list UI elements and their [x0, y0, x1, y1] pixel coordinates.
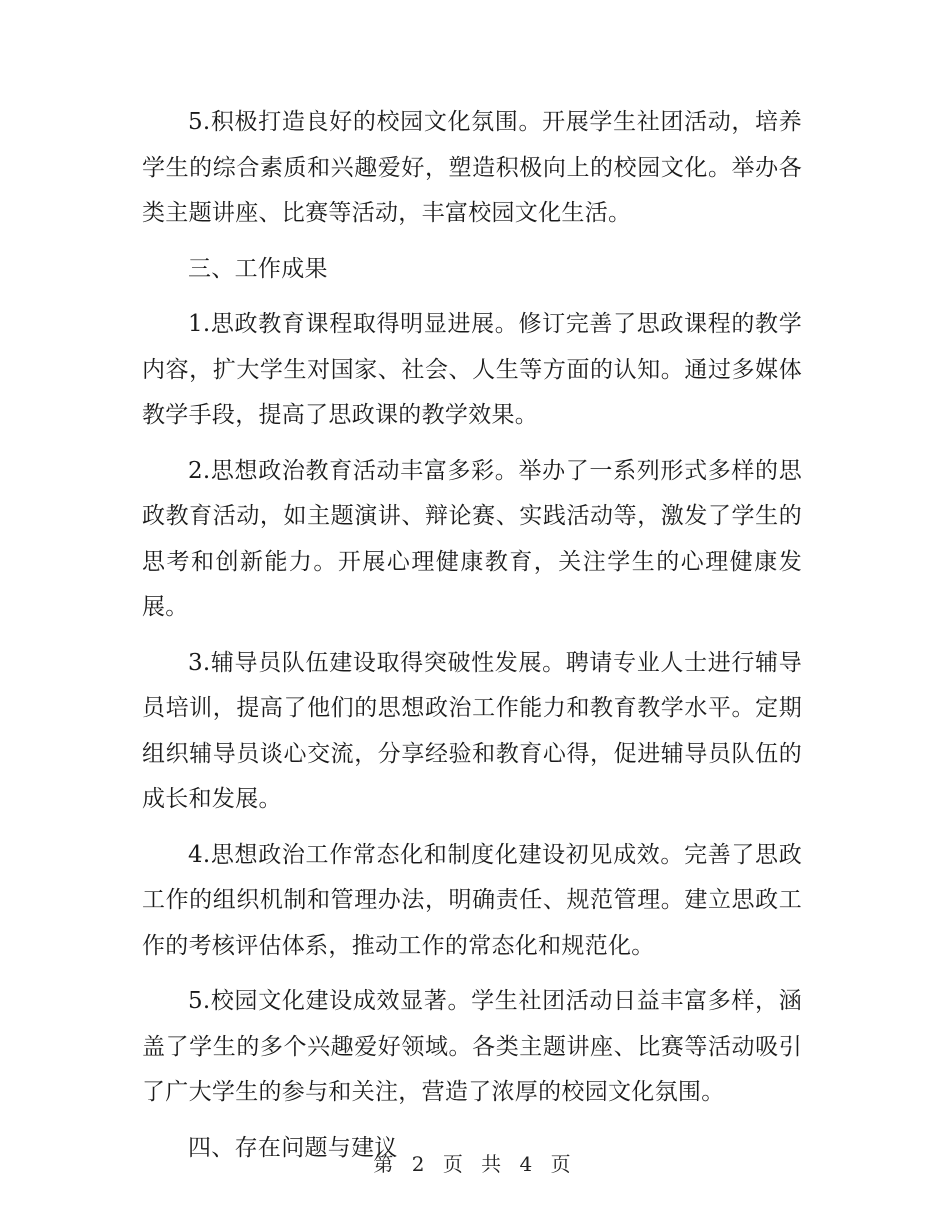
paragraph-campus-culture-plan: 5.积极打造良好的校园文化氛围。开展学生社团活动，培养学生的综合素质和兴趣爱好，塑造积极向上的校园文化。举办各类主题讲座、比赛等活动，丰富校园文化生活。: [142, 109, 802, 226]
section-heading-issues: 四、存在问题与建议: [188, 1134, 398, 1161]
page-number-footer: 第 2 页 共 4 页: [373, 1152, 577, 1176]
paragraph-result-5: 5.校园文化建设成效显著。学生社团活动日益丰富多样，涵盖了学生的多个兴趣爱好领域。各类主题讲座、比赛等活动吸引了广大学生的参与和关注，营造了浓厚的校园文化氛围。: [142, 988, 802, 1105]
paragraph-result-3: 3.辅导员队伍建设取得突破性发展。聘请专业人士进行辅导员培训，提高了他们的思想政治工作能力和教育教学水平。定期组织辅导员谈心交流，分享经验和教育心得，促进辅导员队伍的成长和发展。: [142, 649, 802, 812]
document-body: [142, 100, 802, 1181]
section-heading-results: 三、工作成果: [188, 255, 328, 282]
paragraph-result-4: 4.思想政治工作常态化和制度化建设初见成效。完善了思政工作的组织机制和管理办法，明确责任、规范管理。建立思政工作的考核评估体系，推动工作的常态化和规范化。: [142, 841, 802, 959]
paragraph-result-1: 1.思政教育课程取得明显进展。修订完善了思政课程的教学内容，扩大学生对国家、社会、人生等方面的认知。通过多媒体教学手段，提高了思政课的教学效果。: [142, 311, 802, 428]
paragraph-result-2: 2.思想政治教育活动丰富多彩。举办了一系列形式多样的思政教育活动，如主题演讲、辩论赛、实践活动等，激发了学生的思考和创新能力。开展心理健康教育，关注学生的心理健康发展。: [142, 457, 802, 620]
